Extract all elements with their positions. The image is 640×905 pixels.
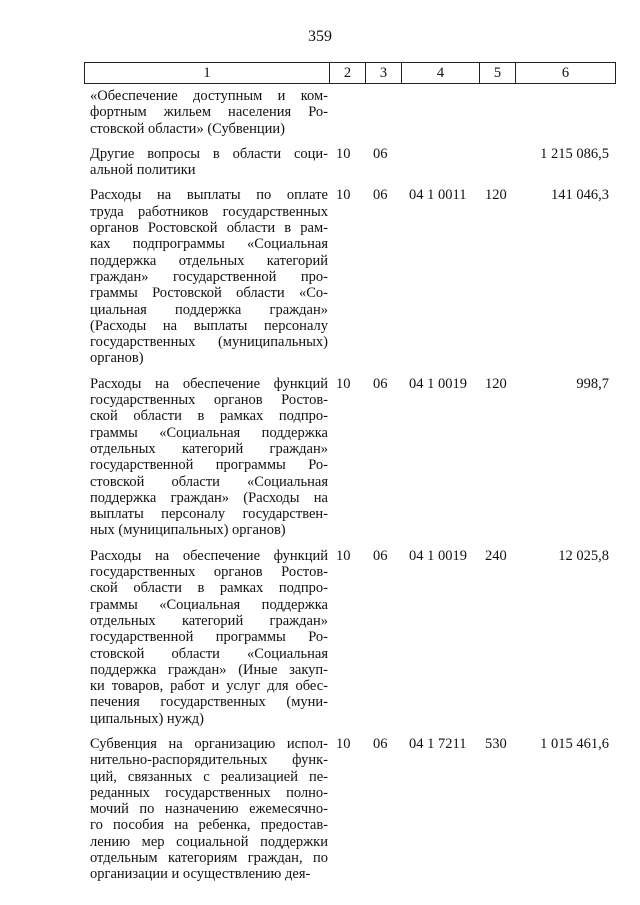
row-target-article: 04 1 0011	[409, 187, 467, 204]
row-target-article: 04 1 0019	[409, 547, 467, 564]
description-line: ных (муниципальных) органов)	[90, 522, 286, 539]
description-line: стовской области» (Субвенции)	[90, 120, 285, 137]
description-line: го пособия на ребенка, предостав-	[90, 817, 328, 834]
description-line: ской области в рамках подпро-	[90, 408, 328, 425]
page-number: 359	[308, 28, 332, 45]
row-section: 10	[336, 735, 351, 752]
row-amount: 12 025,8	[558, 547, 609, 564]
row-amount: 1 215 086,5	[540, 145, 609, 162]
description-line: стовской области «Социальная	[90, 473, 328, 490]
description-line: поддержка граждан» (Расходы на	[90, 489, 328, 506]
description-line: граммы «Социальная поддержка	[90, 596, 328, 613]
description-line: ках подпрограммы «Социальная	[90, 236, 328, 253]
description-line: фортным жильем населения Ро-	[90, 104, 328, 121]
description-line: печения государственных (муни-	[90, 694, 328, 711]
description-line: государственных (муниципальных)	[90, 334, 328, 351]
row-expense-type: 120	[485, 187, 507, 204]
description-line: органов Ростовской области в рам-	[90, 220, 328, 237]
description-line: Расходы на обеспечение функций	[90, 375, 328, 392]
description-line: граммы «Социальная поддержка	[90, 424, 328, 441]
description-line: труда работников государственных	[90, 203, 328, 220]
table-row	[84, 88, 615, 137]
table-row	[84, 548, 615, 727]
description-line: граждан» государственной про-	[90, 268, 328, 285]
description-line: поддержка граждан» (Иные закуп-	[90, 661, 328, 678]
row-section: 10	[336, 547, 351, 564]
description-line: ципальных) нужд)	[90, 710, 204, 727]
row-expense-type: 240	[485, 547, 507, 564]
description-line: Другие вопросы в области соци-	[90, 145, 328, 162]
description-line: нительно-распорядительных функ-	[90, 752, 328, 769]
row-description	[90, 548, 328, 727]
row-section: 10	[336, 375, 351, 392]
row-target-article: 04 1 0019	[409, 375, 467, 392]
description-line: граммы Ростовской области «Со-	[90, 285, 328, 302]
row-subsection: 06	[373, 187, 388, 204]
description-line: циальная поддержка граждан»	[90, 301, 328, 318]
header-col-1: 1	[85, 63, 330, 84]
row-section: 10	[336, 145, 351, 162]
header-col-5: 5	[480, 63, 516, 84]
table-row	[84, 736, 615, 883]
description-line: поддержка отдельных категорий	[90, 252, 328, 269]
table-row	[84, 376, 615, 539]
description-line: отдельных категорий граждан»	[90, 440, 328, 457]
row-subsection: 06	[373, 547, 388, 564]
row-expense-type: 530	[485, 735, 507, 752]
row-description	[90, 187, 328, 366]
description-line: организации и осуществлению дея-	[90, 866, 311, 883]
row-target-article: 04 1 7211	[409, 735, 467, 752]
description-line: ки товаров, работ и услуг для обес-	[90, 678, 328, 695]
table-header	[84, 62, 616, 84]
description-line: «Обеспечение доступным и ком-	[90, 88, 328, 104]
row-amount: 998,7	[576, 375, 609, 392]
description-line: органов)	[90, 350, 144, 367]
description-line: государственных органов Ростов-	[90, 564, 328, 581]
row-description	[90, 736, 328, 883]
table-row	[84, 187, 615, 366]
description-line: реданных государственных полно-	[90, 784, 328, 801]
description-line: выплаты персоналу государствен-	[90, 506, 328, 523]
table-row	[84, 146, 615, 179]
description-line: Субвенция на организацию испол-	[90, 735, 328, 752]
row-section: 10	[336, 187, 351, 204]
row-description	[90, 376, 328, 539]
row-subsection: 06	[373, 145, 388, 162]
description-line: ций, связанных с реализацией пе-	[90, 768, 328, 785]
description-line: государственных органов Ростов-	[90, 392, 328, 409]
row-subsection: 06	[373, 735, 388, 752]
row-subsection: 06	[373, 375, 388, 392]
header-col-6: 6	[516, 63, 616, 84]
row-expense-type: 120	[485, 375, 507, 392]
row-amount: 141 046,3	[551, 187, 609, 204]
description-line: Расходы на выплаты по оплате	[90, 187, 328, 204]
header-row	[85, 63, 616, 84]
header-col-3: 3	[366, 63, 402, 84]
row-description	[90, 146, 328, 179]
description-line: Расходы на обеспечение функций	[90, 547, 328, 564]
description-line: отдельным категориям граждан, по	[90, 850, 328, 867]
description-line: альной политики	[90, 162, 196, 179]
description-line: лению мер социальной поддержки	[90, 833, 328, 850]
description-line: стовской области «Социальная	[90, 645, 328, 662]
description-line: ской области в рамках подпро-	[90, 580, 328, 597]
description-line: государственной программы Ро-	[90, 457, 328, 474]
description-line: отдельных категорий граждан»	[90, 612, 328, 629]
header-col-4: 4	[402, 63, 480, 84]
row-description	[90, 88, 328, 137]
description-line: (Расходы на выплаты персоналу	[90, 317, 328, 334]
description-line: государственной программы Ро-	[90, 629, 328, 646]
table-body	[84, 84, 615, 883]
description-line: мочий по назначению ежемесячно-	[90, 801, 328, 818]
row-amount: 1 015 461,6	[540, 735, 609, 752]
header-col-2: 2	[330, 63, 366, 84]
